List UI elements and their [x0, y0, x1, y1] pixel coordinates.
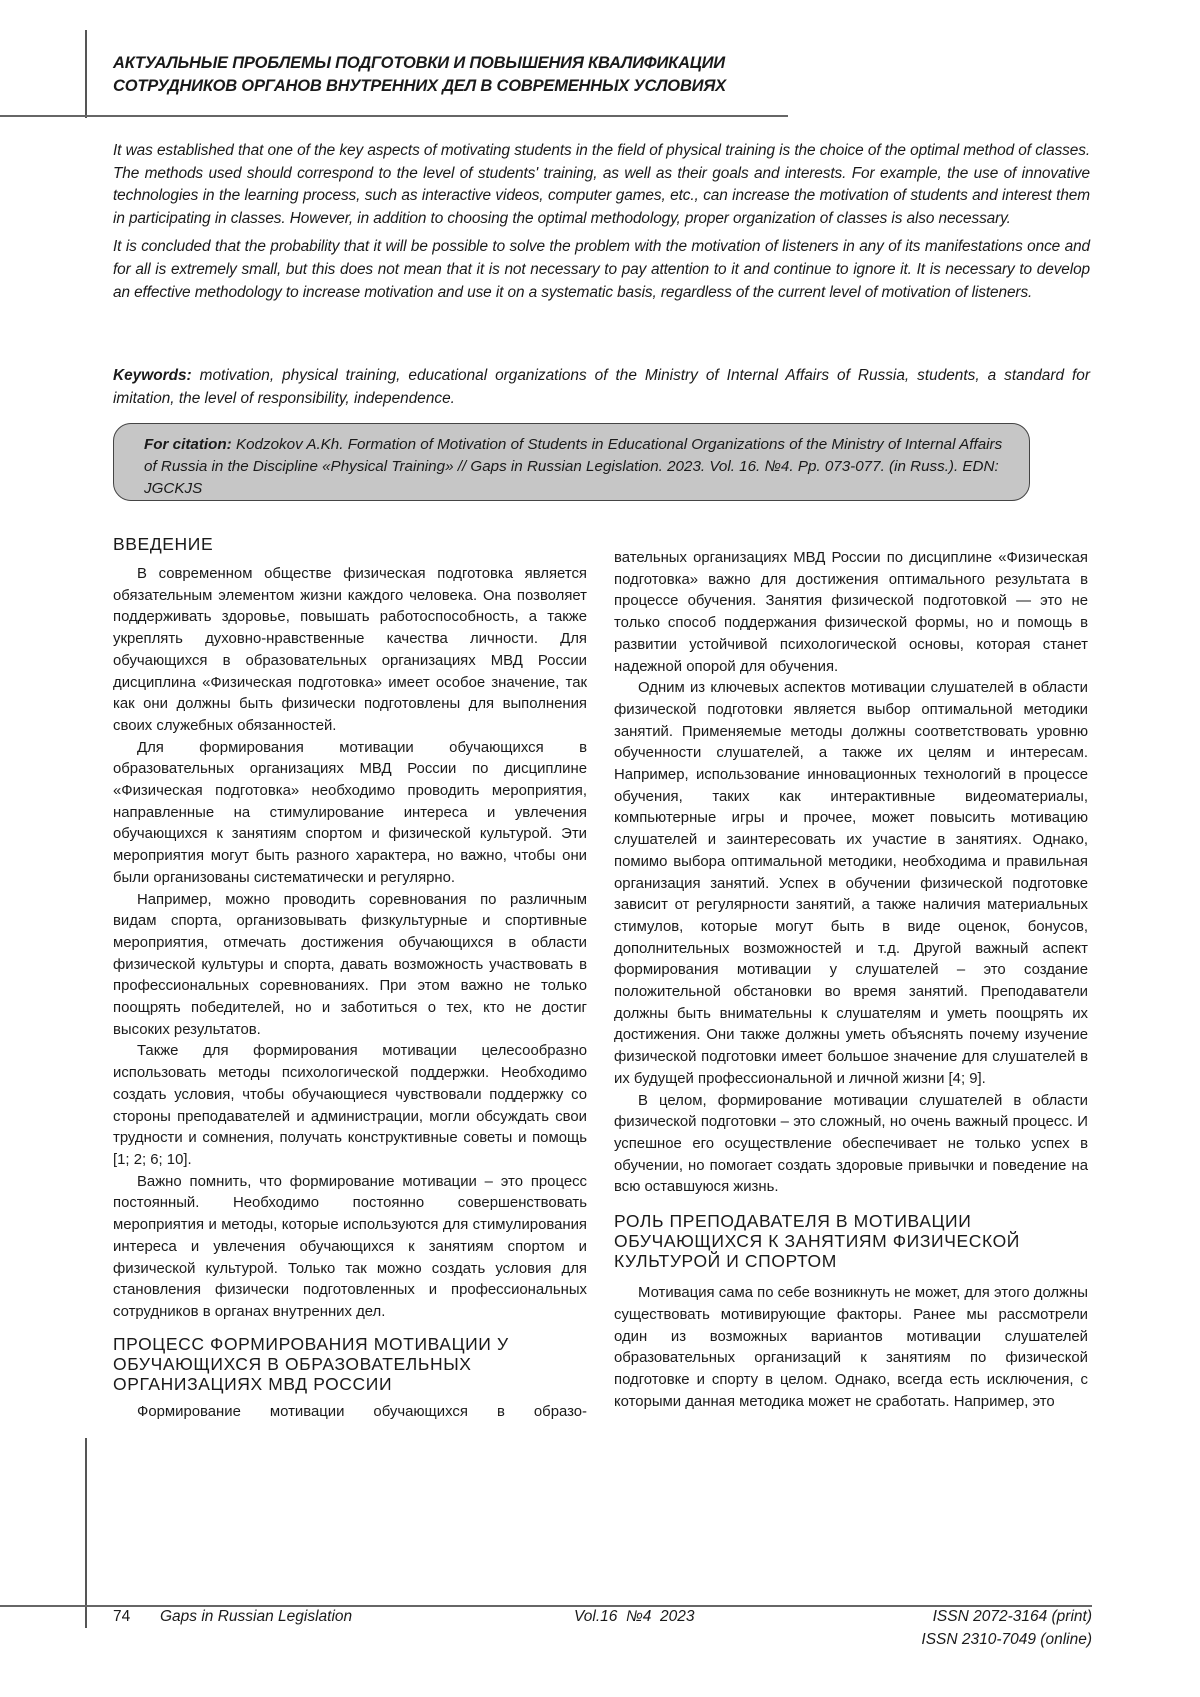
keywords-label: Keywords:: [113, 367, 192, 384]
body-paragraph: Важно помнить, что формирование мотивации – это процесс постоянный. Необходимо постоянно совершенствовать мероприятия и методы, которые используются для стимулирования интереса и увлечения обучающихся к занятиям спортом и физической культурой. Только так можно создать условия для становления физически подготовленных и профессиональных сотрудников в органах внутренних дел.: [113, 1172, 587, 1324]
body-paragraph-continued: вательных организациях МВД России по дисциплине «Физическая подготовка» важно для достижения оптимального результата в процессе обучения. Занятия физической подготовкой — это не только способ поддержания физической формы, но и помощь в развитии устойчивой психологической основы, которая станет надежной опорой для обучения.: [614, 548, 1088, 678]
abstract-paragraph: It is concluded that the probability that it will be possible to solve the problem with the motivation of listeners in any of its manifestations once and for all is extremely small, but this does not mean that it is not necessary to pay attention to it and continue to ignore it. It is necessary to develop an effective methodology to increase motivation and use it on a systematic basis, regardless of the current level of motivation of listeners.: [113, 236, 1090, 304]
keywords: [113, 365, 1090, 410]
abstract-paragraph: It was established that one of the key aspects of motivating students in the field of physical training is the choice of the optimal method of classes. The methods used should correspond to the level of students' training, as well as their goals and interests. For example, the use of innovative technologies in the learning process, such as interactive videos, computer games, etc., can increase the motivation of students and interest them in participating in classes. However, in addition to choosing the optimal methodology, proper organization of classes is also necessary.: [113, 140, 1090, 230]
footer-horizontal-rule: [0, 1605, 1092, 1607]
section-heading-teacher-role: РОЛЬ ПРЕПОДАВАТЕЛЯ В МОТИВАЦИИ ОБУЧАЮЩИХСЯ К ЗАНЯТИЯМ ФИЗИЧЕСКОЙ КУЛЬТУРОЙ И СПОРТОМ: [614, 1211, 1088, 1271]
body-paragraph: Например, можно проводить соревнования по различным видам спорта, организовывать физкультурные и спортивные мероприятия, отмечать достижения обучающихся в области физической культуры и спорта, давать возможность участвовать в профессиональных соревнованиях. При этом важно не только поощрять победителей, но и заботиться о тех, кто не достиг высоких результатов.: [113, 890, 587, 1042]
section-heading-process: ПРОЦЕСС ФОРМИРОВАНИЯ МОТИВАЦИИ У ОБУЧАЮЩИХСЯ В ОБРАЗОВАТЕЛЬНЫХ ОРГАНИЗАЦИЯХ МВД РОССИИ: [113, 1334, 587, 1394]
running-head-line: АКТУАЛЬНЫЕ ПРОБЛЕМЫ ПОДГОТОВКИ И ПОВЫШЕНИЯ КВАЛИФИКАЦИИ: [113, 52, 726, 75]
section-heading-introduction: ВВЕДЕНИЕ: [113, 534, 587, 554]
header-horizontal-rule: [0, 115, 788, 117]
body-paragraph: В целом, формирование мотивации слушателей в области физической подготовки – это сложный, но очень важный процесс. И успешное его осуществление обеспечивает не только успех в обучении, но помогает создать здоровые привычки и поведение на всю оставшуюся жизнь.: [614, 1091, 1088, 1200]
body-paragraph: Мотивация сама по себе возникнуть не может, для этого должны существовать мотивирующие факторы. Ранее мы рассмотрели один из возможных вариантов мотивации слушателей образовательных организаций к занятиям по физической подготовке и спорту в целом. Однако, всегда есть исключения, с которыми данная методика может не сработать. Например, это: [614, 1283, 1088, 1413]
footer-issn-print: ISSN 2072-3164 (print): [933, 1608, 1092, 1626]
running-head-line: СОТРУДНИКОВ ОРГАНОВ ВНУТРЕННИХ ДЕЛ В СОВРЕМЕННЫХ УСЛОВИЯХ: [113, 75, 726, 98]
footer-page-number: 74: [113, 1608, 130, 1626]
running-head: [113, 52, 726, 98]
header-vertical-rule: [85, 30, 87, 118]
keywords-text: motivation, physical training, educational organizations of the Ministry of Internal Affairs of Russia, students, a standard for imitation, the level of responsibility, independence.: [113, 367, 1090, 407]
body-paragraph: Для формирования мотивации обучающихся в образовательных организациях МВД России по дисциплине «Физическая подготовка» необходимо проводить мероприятия, направленные на стимулирование интереса и увлечения обучающихся к занятиям спортом и физической культурой. Эти мероприятия могут быть разного характера, но важно, чтобы они были организованы систематически и регулярно.: [113, 738, 587, 890]
body-paragraph: В современном обществе физическая подготовка является обязательным элементом жизни каждого человека. Она позволяет поддерживать здоровье, повышать работоспособность, а также укреплять духовно-нравственные качества личности. Для обучающихся в образовательных организациях МВД России дисциплина «Физическая подготовка» имеет особое значение, так как они должны быть физически подготовлены для выполнения своих служебных обязанностей.: [113, 564, 587, 738]
left-column: [113, 534, 587, 1423]
abstract: [113, 140, 1090, 310]
body-paragraph: Также для формирования мотивации целесообразно использовать методы психологической поддержки. Необходимо создать условия, чтобы обучающиеся чувствовали поддержку со стороны преподавателей и администрации, могли обсуждать свои трудности и сомнения, получать конструктивные советы и помощь [1; 2; 6; 10].: [113, 1041, 587, 1171]
citation-box: [113, 423, 1030, 501]
footer-vertical-rule: [85, 1438, 87, 1628]
body-paragraph: Формирование мотивации обучающихся в образо-: [113, 1402, 587, 1424]
citation-label: For citation:: [144, 436, 232, 453]
body-paragraph: Одним из ключевых аспектов мотивации слушателей в области физической подготовки является выбор оптимальной методики занятий. Применяемые методы должны соответствовать уровню обученности слушателей, а также их целям и интересам. Например, использование инновационных технологий в процессе обучения, таких как интерактивные видеоматериалы, компьютерные игры и прочее, может повысить мотивацию слушателей и заинтересовать их участие в занятиях. Однако, помимо выбора оптимальной методики, необходима и правильная организация занятий. Успех в обучении физической подготовке зависит от регулярности занятий, а также наличия материальных стимулов, которые могут быть в виде оценок, бонусов, дополнительных возможностей и т.д. Другой важный аспект формирования мотивации у слушателей – это создание положительной обстановки во время занятий. Преподаватели должны быть внимательны к слушателям и уметь поощрять их достижения. Они также должны уметь объяснять почему изучение физической подготовки имеет большое значение для слушателей в их будущей профессиональной и личной жизни [4; 9].: [614, 678, 1088, 1090]
footer-issn-online: ISSN 2310-7049 (online): [921, 1631, 1092, 1649]
footer-issue: Vol.16 №4 2023: [574, 1608, 695, 1626]
citation-text: Kodzokov A.Kh. Formation of Motivation of Students in Educational Organizations of the Ministry of Internal Affairs of Russia in the Discipline «Physical Training» // Gaps in Russian Legislation. 2023. Vol. 16. №4. Pp. 073-077. (in Russ.). EDN: JGCKJS: [144, 436, 1002, 497]
footer-journal-title: Gaps in Russian Legislation: [160, 1608, 352, 1626]
right-column: [614, 548, 1088, 1413]
